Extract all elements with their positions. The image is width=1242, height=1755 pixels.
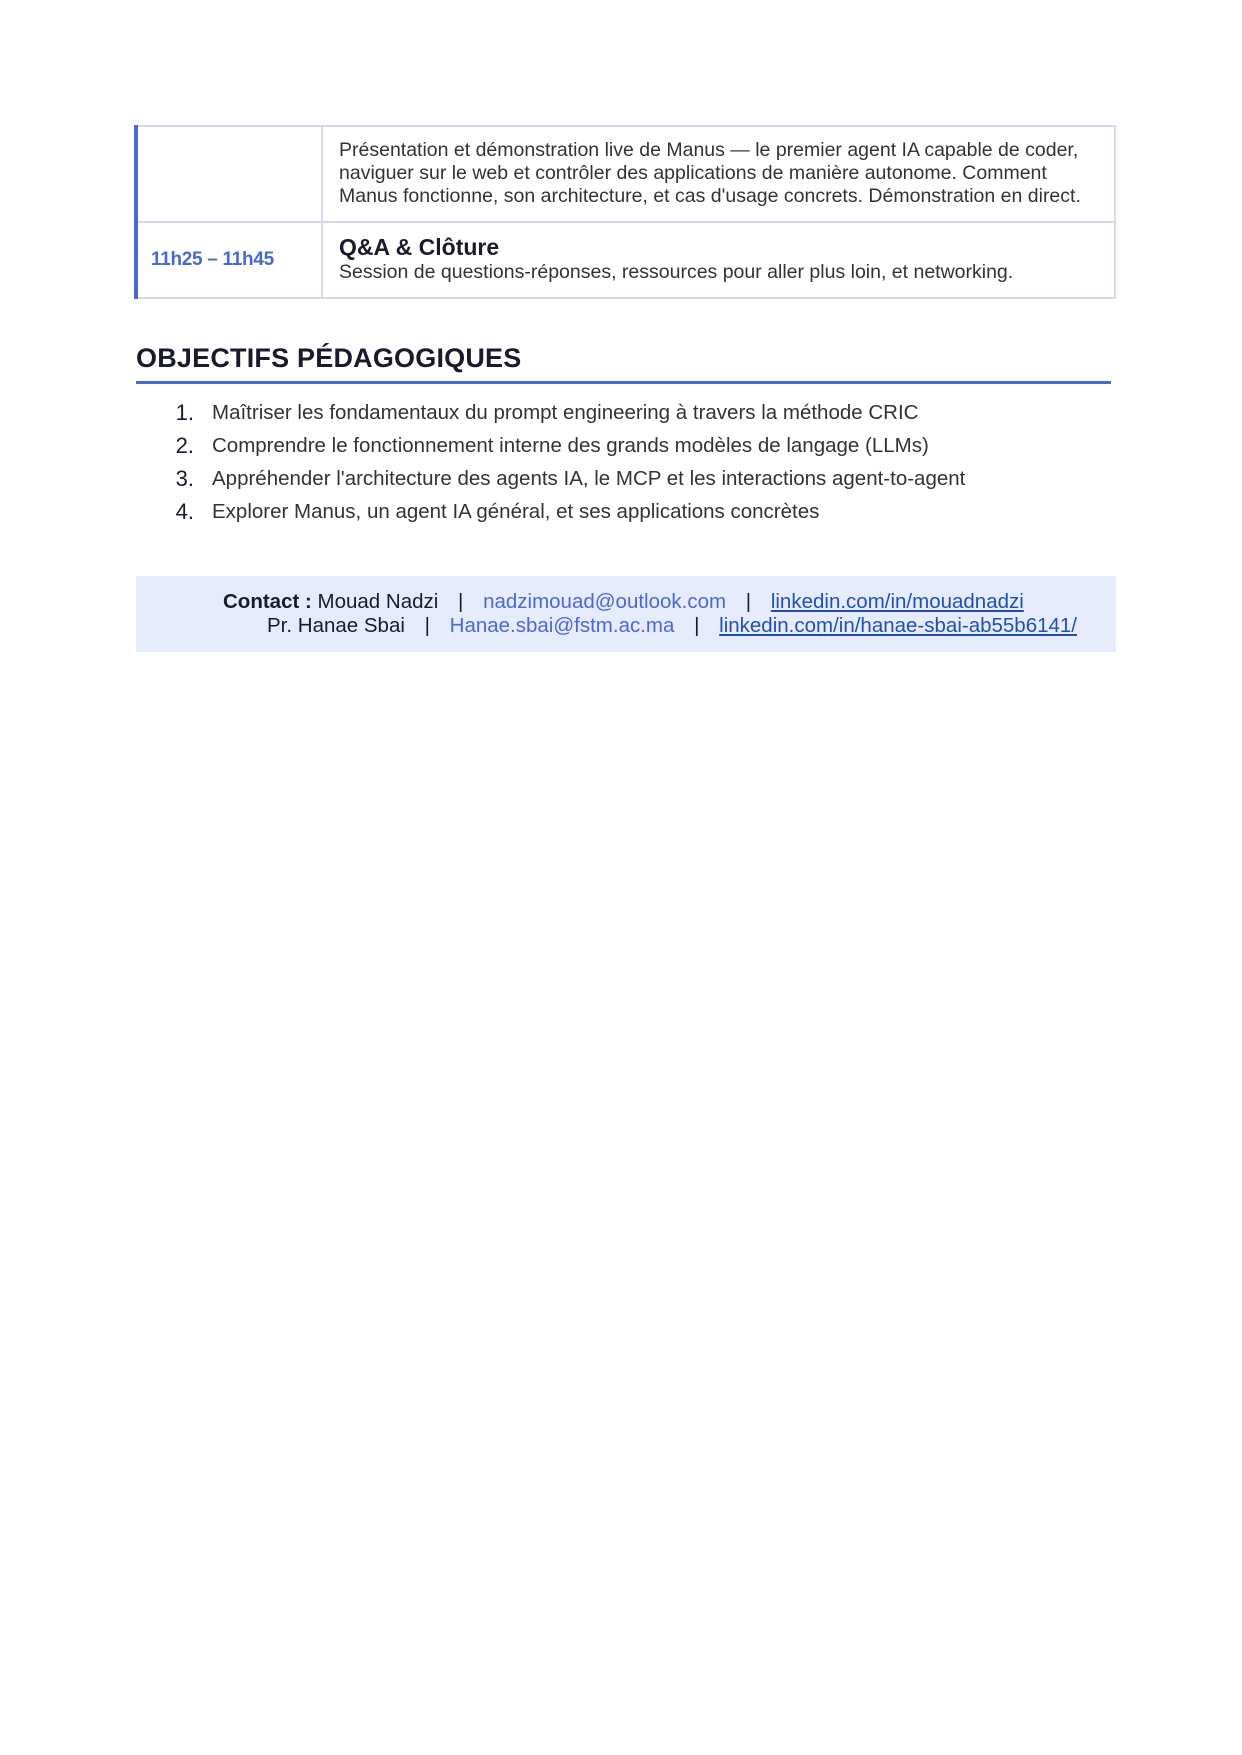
objectives-heading: OBJECTIFS PÉDAGOGIQUES [136,343,522,373]
agenda-table [134,125,1116,299]
list-number: 1. [175,399,194,425]
table-row [136,222,1115,298]
separator: | [458,590,464,613]
agenda-item-title: Q&A & Clôture [339,234,500,260]
list-item [136,429,1096,462]
separator: | [745,590,752,613]
contact-name: Pr. Hanae Sbai [267,614,405,637]
list-number: 3. [175,465,194,491]
list-number: 2. [175,432,194,458]
agenda-description: Présentation et démonstration live de Manus — le premier agent IA capable de coder, naviguer sur le web et contrôler des applications de manière autonome. Comment Manus fonctionne, son architecture, et cas d'usage concrets. Démonstration en direct. [339,139,1081,207]
agenda-description-cell [322,126,1115,222]
linkedin-link[interactable]: linkedin.com/in/hanae-sbai-ab55b6141/ [719,614,1077,637]
list-item [136,462,1096,495]
separator: | [424,614,430,637]
agenda-description-cell [322,222,1115,298]
list-item [136,396,1096,429]
list-item-text: Explorer Manus, un agent IA général, et ses applications concrètes [212,499,820,523]
contact-name: Mouad Nadzi [317,590,439,613]
table-row [136,126,1115,222]
separator: | [694,614,700,637]
contact-line [267,614,1077,638]
list-item-text: Appréhender l'architecture des agents IA, le MCP et les interactions agent-to-agent [212,466,966,490]
list-item-text: Maîtriser les fondamentaux du prompt engineering à travers la méthode CRIC [212,400,919,424]
agenda-time [136,126,322,222]
contact-label: Contact : [223,590,312,613]
contact-box [136,576,1116,652]
email-link[interactable]: nadzimouad@outlook.com [483,590,727,613]
contact-line [223,590,1024,614]
email-link[interactable]: Hanae.sbai@fstm.ac.ma [449,614,675,637]
objectives-list [136,396,1096,528]
agenda-description: Session de questions-réponses, ressources pour aller plus loin, et networking. [339,261,1014,283]
list-number: 4. [175,498,194,524]
section-divider [136,381,1111,384]
linkedin-link[interactable]: linkedin.com/in/mouadnadzi [770,590,1024,613]
list-item-text: Comprendre le fonctionnement interne des grands modèles de langage (LLMs) [212,433,929,457]
agenda-time: 11h25 – 11h45 [136,222,322,298]
list-item [136,495,1096,528]
